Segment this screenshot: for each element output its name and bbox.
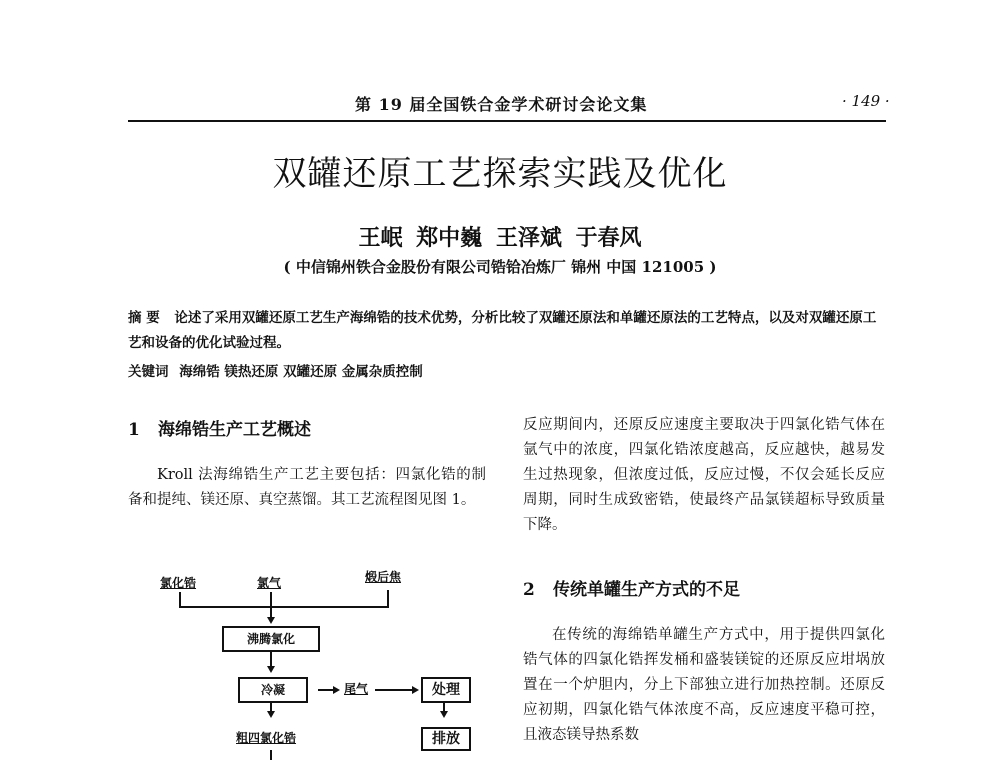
flowchart-connector (270, 650, 272, 667)
section-2-number: 2 (523, 580, 535, 600)
flowchart-input-zirconium-chloride: 氯化锆 (160, 576, 197, 590)
section-2-title: 传统单罐生产方式的不足 (553, 580, 740, 600)
flowchart-connector (375, 689, 413, 691)
arrow-right-icon (333, 686, 340, 694)
keywords (128, 360, 888, 380)
flowchart-box-condensation: 冷凝 (238, 677, 308, 703)
section-2-heading (523, 575, 885, 600)
header-rule (128, 120, 886, 122)
page-number: · 149 · (842, 92, 890, 110)
section-1-title: 海绵锆生产工艺概述 (158, 420, 311, 440)
keywords-label: 关键词 (128, 364, 169, 380)
authors: 王岷 郑中巍 王泽斌 于春风 (358, 225, 642, 251)
flowchart-input-chlorine: 氯气 (257, 576, 282, 590)
flowchart-connector (318, 689, 334, 691)
flowchart-box-discharge: 排放 (421, 727, 471, 751)
affiliation: ( 中信锦州铁合金股份有限公司锆铪冶炼厂 锦州 中国 121005 ) (283, 258, 717, 276)
section-1-heading (128, 415, 486, 440)
right-column-paragraph-2: 在传统的海绵锆单罐生产方式中，用于提供四氯化锆气体的四氯化锆挥发桶和盛装镁锭的还原反应坩埚放置在一个炉胆内，分上下部独立进行加热控制。还原反应初期，四氯化锆气体浓度不高，反应速度平稳可控，且液态镁导热系数 (523, 627, 885, 743)
abstract-label: 摘 要 (128, 310, 160, 326)
flowchart-tail-gas-label: 尾气 (344, 682, 369, 696)
arrow-down-icon (267, 711, 275, 718)
section-1-number: 1 (128, 420, 140, 440)
flowchart-input-calcined-coke: 煅后焦 (365, 570, 402, 584)
paper-title: 双罐还原工艺探索实践及优化 (272, 154, 728, 194)
abstract-text: 论述了采用双罐还原工艺生产海绵锆的技术优势，分析比较了双罐还原法和单罐还原法的工艺特点，以及对双罐还原工艺和设备的优化试验过程。 (128, 310, 877, 351)
right-column-paragraph-1: 反应期间内，还原反应速度主要取决于四氯化锆气体在氩气中的浓度，四氯化锆浓度越高，反应越快，越易发生过热现象，但浓度过低，反应过慢，不仅会延长反应周期，同时生成致密锆，使最终产品氯镁超标导致质量下降。 (523, 417, 885, 533)
flowchart-connector (270, 750, 272, 760)
arrow-down-icon (440, 711, 448, 718)
arrow-down-icon (267, 666, 275, 673)
arrow-down-icon (267, 617, 275, 624)
flowchart-output-crude-zrcl4: 粗四氯化锆 (236, 731, 297, 745)
abstract (128, 306, 888, 356)
section-1-paragraph: Kroll 法海绵锆生产工艺主要包括：四氯化锆的制备和提纯、镁还原、真空蒸馏。其工艺流程图见图 1。 (128, 467, 486, 508)
running-header-title: 第 19 届全国铁合金学术研讨会论文集 (355, 95, 648, 114)
keywords-text: 海绵锆 镁热还原 双罐还原 金属杂质控制 (179, 364, 423, 380)
flowchart-box-treatment: 处理 (421, 677, 471, 703)
flowchart-connector (179, 606, 389, 608)
arrow-right-icon (412, 686, 419, 694)
flowchart-box-fluidized-chlorination: 沸腾氯化 (222, 626, 320, 652)
